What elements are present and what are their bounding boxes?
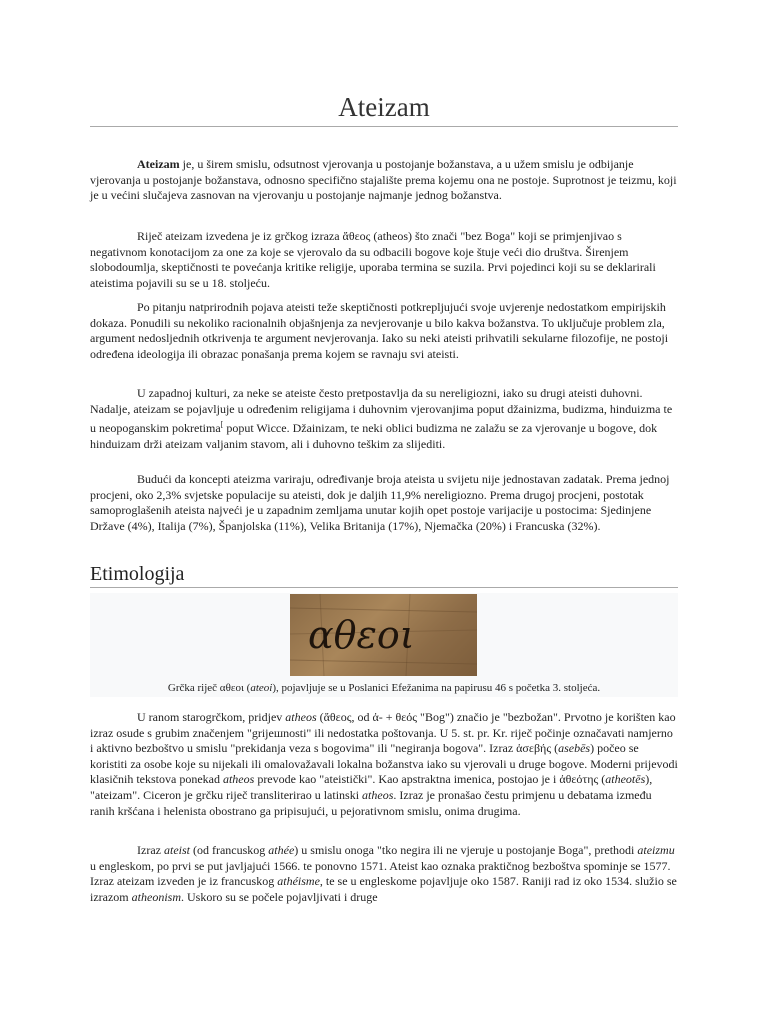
section-divider: [90, 587, 678, 588]
caption-text: Grčka riječ αθεοι (: [167, 682, 251, 694]
paragraph-text: U ranom starogrčkom, pridjev: [137, 710, 286, 724]
title-divider: [90, 126, 678, 127]
paragraph-text: ) u smislu onoga "tko negira ili ne vjeruje u postojanje Boga", prethodi: [294, 843, 638, 857]
papyrus-texture: [290, 594, 477, 676]
paragraph-text: Riječ ateizam izvedena je iz grčkog izraza ἄθεος (atheos) što znači "bez Boga" koji se primjenjivao s negativnom konotacijom za one za koje se vjerovalo da su odbacili bogove koje štuje veći dio društva. Širenjem slobodoumlja, skeptičnosti te povećanja kritike religije, uporaba termina se suzila. Prvi pojedinci koji su se deklarirali ateistima pojavili su se u 18. stoljeću.: [90, 229, 656, 290]
italic-term: athée: [268, 843, 295, 857]
footnote-marker[interactable]: [: [220, 420, 224, 430]
paragraph-text: ) počeo se koristiti za osobe koje su nijekali ili omalovažavali lokalna božanstva iako su vjerovali u druge bogove. Moderni prijevodi klasičnih tekstova ponekad: [90, 741, 678, 787]
section-heading-etimologija: Etimologija: [90, 563, 185, 585]
italic-term: atheos: [362, 787, 394, 802]
italic-term: atheotēs: [605, 772, 646, 787]
paragraph-text: . Uskoro su se počele pojavljivati i druge: [181, 889, 378, 904]
paragraph-text: ), "ateizam". Ciceron je grčku riječ transliterirao u latinski: [90, 772, 653, 802]
italic-term: athéisme: [277, 874, 320, 889]
paragraph-intro-2: [90, 229, 678, 291]
paragraph-text: . Izraz je pronašao čestu primjenu u debatama između ranih kršćana i helenista obostrano ga pripisujući, u pejorativnom smislu, onima drugima.: [90, 787, 652, 818]
italic-term: atheos: [222, 772, 255, 787]
paragraph-text: Izraz: [137, 843, 164, 857]
figure: [90, 593, 678, 697]
paragraph-text: poput Wicce. Džainizam, te neki oblici budizma ne zalažu se za vjerovanje u bogove, dok hinduizam drži ateizam valjanim stavom, ali i duhovno teškim za slijediti.: [90, 421, 658, 451]
paragraph-intro-4: [90, 386, 678, 452]
paragraph-etym-1: [90, 710, 678, 819]
lead-term: Ateizam: [137, 157, 180, 171]
paragraph-text: Budući da koncepti ateizma variraju, određivanje broja ateista u svijetu nije jednostavan zadatak. Prema jednoj procjeni, oko 2,3% svjetske populacije su ateisti, dok je daljih 11,9% nereligiozno. Prema drugoj procjeni, postotak samoproglašenih ateista najveći je u zapadnim zemljama unutar kojih opet postoje varijacije u postocima: Sjedinjene Države (4%), Italija (7%), Španjolska (11%), Velika Britanija (17%), Njemačka (20%) i Francuska (32%).: [90, 472, 670, 533]
papyrus-image[interactable]: [290, 594, 477, 676]
italic-term: asebēs: [558, 741, 591, 756]
paragraph-text: (od francuskog: [189, 843, 269, 857]
page-title: Ateizam: [338, 92, 430, 122]
paragraph-intro-1: [90, 157, 678, 204]
paragraph-text: (ἄθεος, od ἀ- + θεός "Bog") značio je "bezbožan". Prvotno je korišten kao izraz osude s grubim značenjem "grijешnosti" ili nedostatka poštovanja. U 5. st. pr. Kr. riječ počinje označavati namjerno i aktivno bezboštvo u smislu "prekidanja veza s bogovima" ili "negiranja bogova". Izraz ἀσεβής (: [90, 710, 676, 756]
caption-text: ), pojavljuje se u Poslanici Efežanima na papirusu 46 s početka 3. stoljeća.: [272, 682, 601, 694]
caption-italic: ateoi: [250, 682, 273, 694]
paragraph-intro-5: [90, 472, 678, 534]
paragraph-etym-2: [90, 843, 678, 905]
paragraph-text: je, u širem smislu, odsutnost vjerovanja u postojanje božanstava, a u užem smislu je odbijanje vjerovanja u postojanje božanstava, odnosno specifično stajalište prema kojemu ona ne postoje. Suprotnost je teizmu, koji je u većini slučajeva zasnovan na vjerovanju u postojanje najmanje jednog božanstva.: [90, 157, 677, 203]
paragraph-text: u engleskom, po prvi se put javljajući 1566. te ponovno 1571. Ateist kao oznaka praktičnog bezboštva spominje se 1577. Izraz ateizam izveden je iz francuskog: [90, 858, 671, 889]
italic-term: ateist: [163, 843, 190, 857]
paragraph-text: U zapadnoj kulturi, za neke se ateiste često pretpostavlja da su nereligiozni, iako su drugi ateisti duhovni. Nadalje, ateizam se pojavljuje u određenim religijama i duhovnim vjerovanjima poput džainizma, budizma, hinduizma te u neopoganskim pokretima: [90, 386, 673, 436]
italic-term: atheos: [285, 710, 317, 724]
italic-term: ateizmu: [637, 843, 675, 857]
paragraph-text: Po pitanju natprirodnih pojava ateisti teže skeptičnosti potkrepljujući svoje uvjerenje nedostatkom empirijskih dokaza. Ponudili su nekoliko racionalnih objašnjenja za nevjerovanje u bilo kakva božanstva. To uključuje problem zla, argument nedosljednih otkrivenja te argument nevjerovanja. Iako su neki ateisti prihvatili sekularne filozofije, ne postoji određena ideologija ili obrazac ponašanja prema kojem se ravnaju svi ateisti.: [90, 300, 669, 361]
paragraph-intro-3: [90, 300, 678, 362]
italic-term: atheonism: [131, 889, 181, 904]
paragraph-text: prevode kao "ateistički". Kao apstraktna imenica, postojao je i ἀθεότης (: [254, 772, 606, 787]
paragraph-text: , te se u engleskome pojavljuje oko 1587. Raniji rad iz oko 1534. služio se izrazom: [90, 874, 677, 904]
figure-caption: [90, 682, 678, 694]
papyrus-greek-text: αθεοι: [308, 613, 415, 657]
